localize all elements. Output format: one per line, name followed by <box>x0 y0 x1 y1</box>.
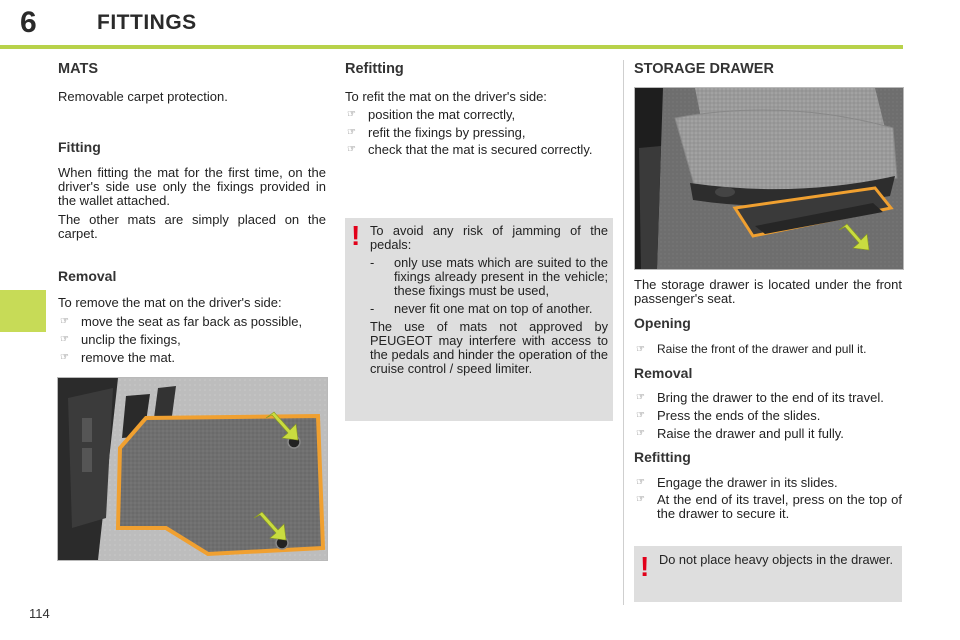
drawer-removal-heading: Removal <box>634 365 693 381</box>
list-item: ☞ move the seat as far back as possible, <box>60 314 303 329</box>
header-rule <box>0 45 903 49</box>
drawer-warning-text: Do not place heavy objects in the drawer. <box>659 552 894 567</box>
storage-drawer-image <box>634 87 904 270</box>
drawer-refitting-steps <box>634 475 902 521</box>
column-divider <box>623 60 624 605</box>
drawer-removal-steps <box>634 391 902 441</box>
pointing-hand-icon: ☞ <box>636 392 645 403</box>
list-item: ☞ remove the mat. <box>60 350 175 365</box>
list-item: - never fit one mat on top of another. <box>370 301 593 316</box>
warning-outro: The use of mats not approved by PEUGEOT may interfere with access to the pedals and hinder the operation of the cruise control / speed limiter. <box>370 319 608 376</box>
pointing-hand-icon: ☞ <box>636 494 645 505</box>
removal-heading: Removal <box>58 268 117 284</box>
pointing-hand-icon: ☞ <box>636 344 645 355</box>
mats-warning-box <box>345 218 613 421</box>
opening-heading: Opening <box>634 315 691 331</box>
mats-intro: Removable carpet protection. <box>58 89 228 104</box>
storage-drawer-intro: The storage drawer is located under the front passenger's seat. <box>634 277 902 306</box>
fitting-para-1: When fitting the mat for the first time, on the driver's side use only the fixings provided in the wallet attached. <box>58 165 326 208</box>
pointing-hand-icon: ☞ <box>347 127 356 138</box>
chapter-title: FITTINGS <box>97 11 197 34</box>
list-item: - only use mats which are suited to the fixings already present in the vehicle; these fixings must be used, <box>370 255 608 298</box>
list-item: ☞ Press the ends of the slides. <box>636 408 821 423</box>
list-item: ☞ Raise the front of the drawer and pull it. <box>636 342 867 356</box>
floor-mat-image <box>57 377 328 561</box>
dash-marker: - <box>370 255 375 270</box>
page-number: 114 <box>29 606 50 621</box>
right-column <box>634 278 902 524</box>
refitting-intro: To refit the mat on the driver's side: <box>345 89 547 104</box>
pointing-hand-icon: ☞ <box>636 410 645 421</box>
fitting-heading: Fitting <box>58 139 101 155</box>
left-column <box>58 62 326 368</box>
pointing-hand-icon: ☞ <box>60 352 69 363</box>
pointing-hand-icon: ☞ <box>60 316 69 327</box>
mats-title: MATS <box>58 61 99 77</box>
fitting-para-2: The other mats are simply placed on the carpet. <box>58 212 326 241</box>
list-item: ☞ Engage the drawer in its slides. <box>636 475 838 490</box>
list-item: ☞ At the end of its travel, press on the top of the drawer to secure it. <box>636 492 902 521</box>
refitting-heading: Refitting <box>345 61 404 77</box>
opening-steps <box>634 342 902 357</box>
list-item: ☞ unclip the fixings, <box>60 332 181 347</box>
right-column-title-block <box>634 62 902 77</box>
removal-steps <box>58 314 326 365</box>
pointing-hand-icon: ☞ <box>60 334 69 345</box>
pointing-hand-icon: ☞ <box>636 428 645 439</box>
list-item: ☞ position the mat correctly, <box>347 107 516 122</box>
mats-warning-text <box>370 224 608 376</box>
drawer-warning-box <box>634 546 902 602</box>
warning-exclamation-icon: ! <box>640 551 650 582</box>
list-item: ☞ Bring the drawer to the end of its travel. <box>636 390 884 405</box>
list-item: ☞ refit the fixings by pressing, <box>347 125 526 140</box>
refitting-steps <box>345 107 613 157</box>
list-item: ☞ Raise the drawer and pull it fully. <box>636 426 844 441</box>
pointing-hand-icon: ☞ <box>636 477 645 488</box>
warning-exclamation-icon: ! <box>351 220 361 251</box>
pointing-hand-icon: ☞ <box>347 144 356 155</box>
dash-marker: - <box>370 301 375 316</box>
chapter-number: 6 <box>20 6 37 39</box>
removal-intro: To remove the mat on the driver's side: <box>58 295 282 310</box>
middle-column <box>345 62 613 160</box>
list-item: ☞ check that the mat is secured correctly. <box>347 142 593 157</box>
pointing-hand-icon: ☞ <box>347 109 356 120</box>
storage-drawer-title: STORAGE DRAWER <box>634 61 774 77</box>
drawer-refitting-heading: Refitting <box>634 449 691 465</box>
chapter-side-tab <box>0 290 46 332</box>
warning-intro: To avoid any risk of jamming of the pedals: <box>370 223 608 252</box>
